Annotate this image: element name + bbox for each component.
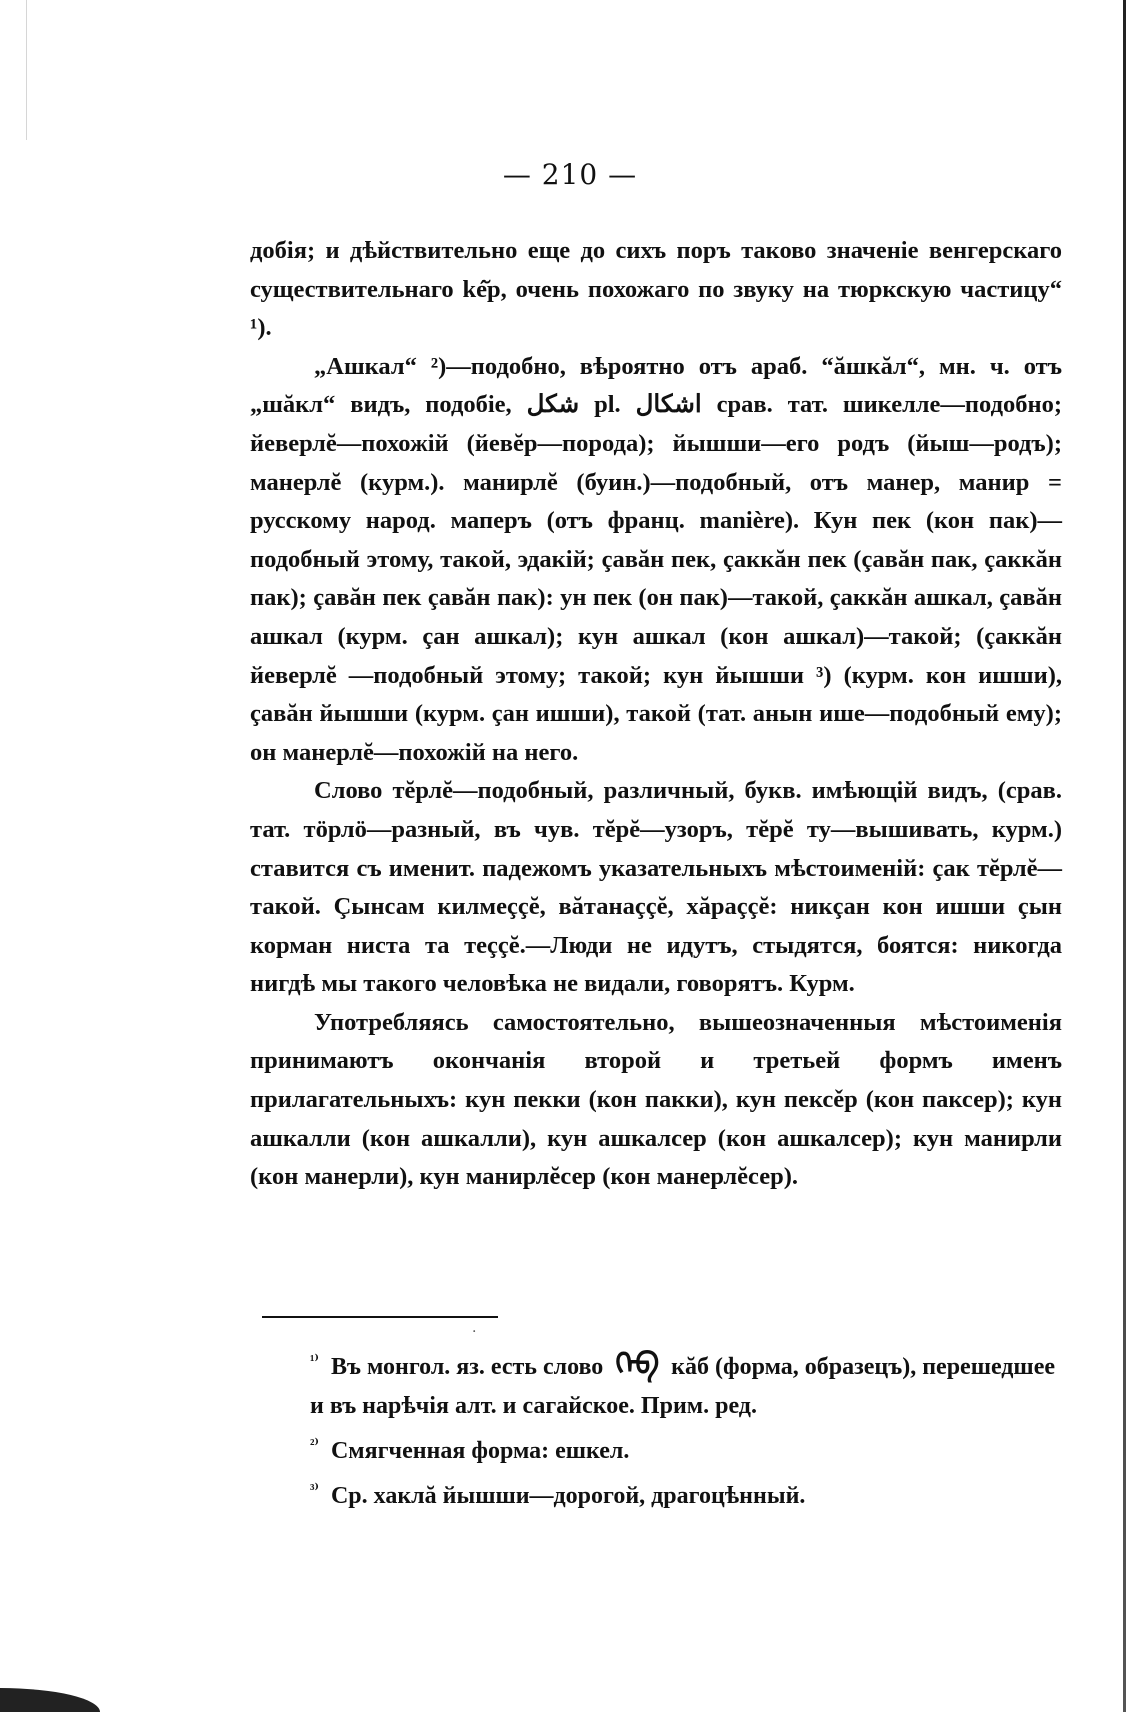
scan-edge-left — [26, 0, 27, 140]
footnote-3-text: Ср. хаклă йышши—дорогой, драгоцѣнный. — [330, 1483, 806, 1509]
footnotes — [254, 1342, 1060, 1516]
divider-dot: · — [472, 1324, 477, 1340]
page-number: — 210 — — [502, 158, 638, 191]
mongolian-word-glyph: ᠬᠡᠪ — [615, 1348, 660, 1381]
footnote-1-after: кăб (форма, образецъ), перешедшее и въ нарѣчія алт. и сагайское. Прим. ред. — [310, 1354, 1055, 1419]
paragraph-1: добія; и дѣйствительно еще до сихъ поръ таково значеніе венгерскаго существительнаго ké̆р, очень похожаго по звуку на тюркскую частицу“ ¹). — [250, 237, 1062, 342]
footnote-1 — [254, 1342, 1060, 1426]
scan-edge-right — [1123, 0, 1126, 1712]
paragraph-3: Слово тĕрлĕ—подобный, различный, букв. имѣющій видъ, (срав. тат. тöрлö—разный, въ чув. тĕрĕ—узоръ, тĕрĕ ту—вышивать, курм.) ставится съ именит. падежомъ указательныхъ мѣстоименій: çак тĕрлĕ—такой. Çынсам килмеççĕ, вăтанаççĕ, хăраççĕ: никçан кон ишши çын корман ниста та теççĕ.—Люди не идутъ, стыдятся, боятся: никогда нигдѣ мы такого человѣка не видали, говорятъ. Курм. — [250, 777, 1062, 998]
main-text — [250, 232, 1062, 1197]
footnote-2-text: Смягченная форма: ешкел. — [330, 1438, 630, 1464]
footnote-1-mark: ¹⁾ — [310, 1353, 319, 1369]
footnote-3-mark: ³⁾ — [310, 1482, 319, 1498]
scan-artifact-blob — [0, 1688, 100, 1712]
footnote-2 — [254, 1426, 1060, 1471]
paragraph-2: „Ашкал“ ²)—подобно, вѣроятно отъ араб. “ăшкăл“, мн. ч. отъ „шăкл“ видъ, подобіе, شكل pl. اشكال срав. тат. шикелле—подобно; йеверлĕ—похожій (йевĕр—порода); йышши—его родъ (йыш—родъ); манерлĕ (курм.). манирлĕ (буин.)—подобный, отъ манер, манир = русскому народ. маперъ (отъ франц. manière). Кун пек (кон пак)—подобный этому, такой, эдакій; çавăн пек, çаккăн пек (çавăн пак, çаккăн пак); çавăн пек çавăн пак): ун пек (он пак)—такой, çаккăн ашкал, çавăн ашкал (курм. çан ашкал); кун ашкал (кон ашкал)—такой; (çаккăн йеверлĕ —подобный этому; такой; кун йышши ³) (курм. кон ишши), çавăн йышши (курм. çан ишши), такой (тат. анын ише—подобный ему); он манерлĕ—похожій на него. — [250, 352, 1063, 766]
footnote-divider — [262, 1316, 498, 1318]
footnote-2-mark: ²⁾ — [310, 1437, 319, 1453]
footnote-3 — [254, 1471, 1060, 1516]
paragraph-4: Употребляясь самостоятельно, вышеозначенныя мѣстоименія принимаютъ окончанія второй и третьей формъ именъ прилагательныхъ: кун пекки (кон пакки), кун пексěр (кон паксер); кун ашкалли (кон ашкалли), кун ашкалсер (кон ашкалсер); кун манирли (кон манерли), кун манирлĕсер (кон манерлĕсер). — [250, 1008, 1062, 1191]
footnote-1-before: Въ монгол. яз. есть слово — [330, 1354, 604, 1380]
